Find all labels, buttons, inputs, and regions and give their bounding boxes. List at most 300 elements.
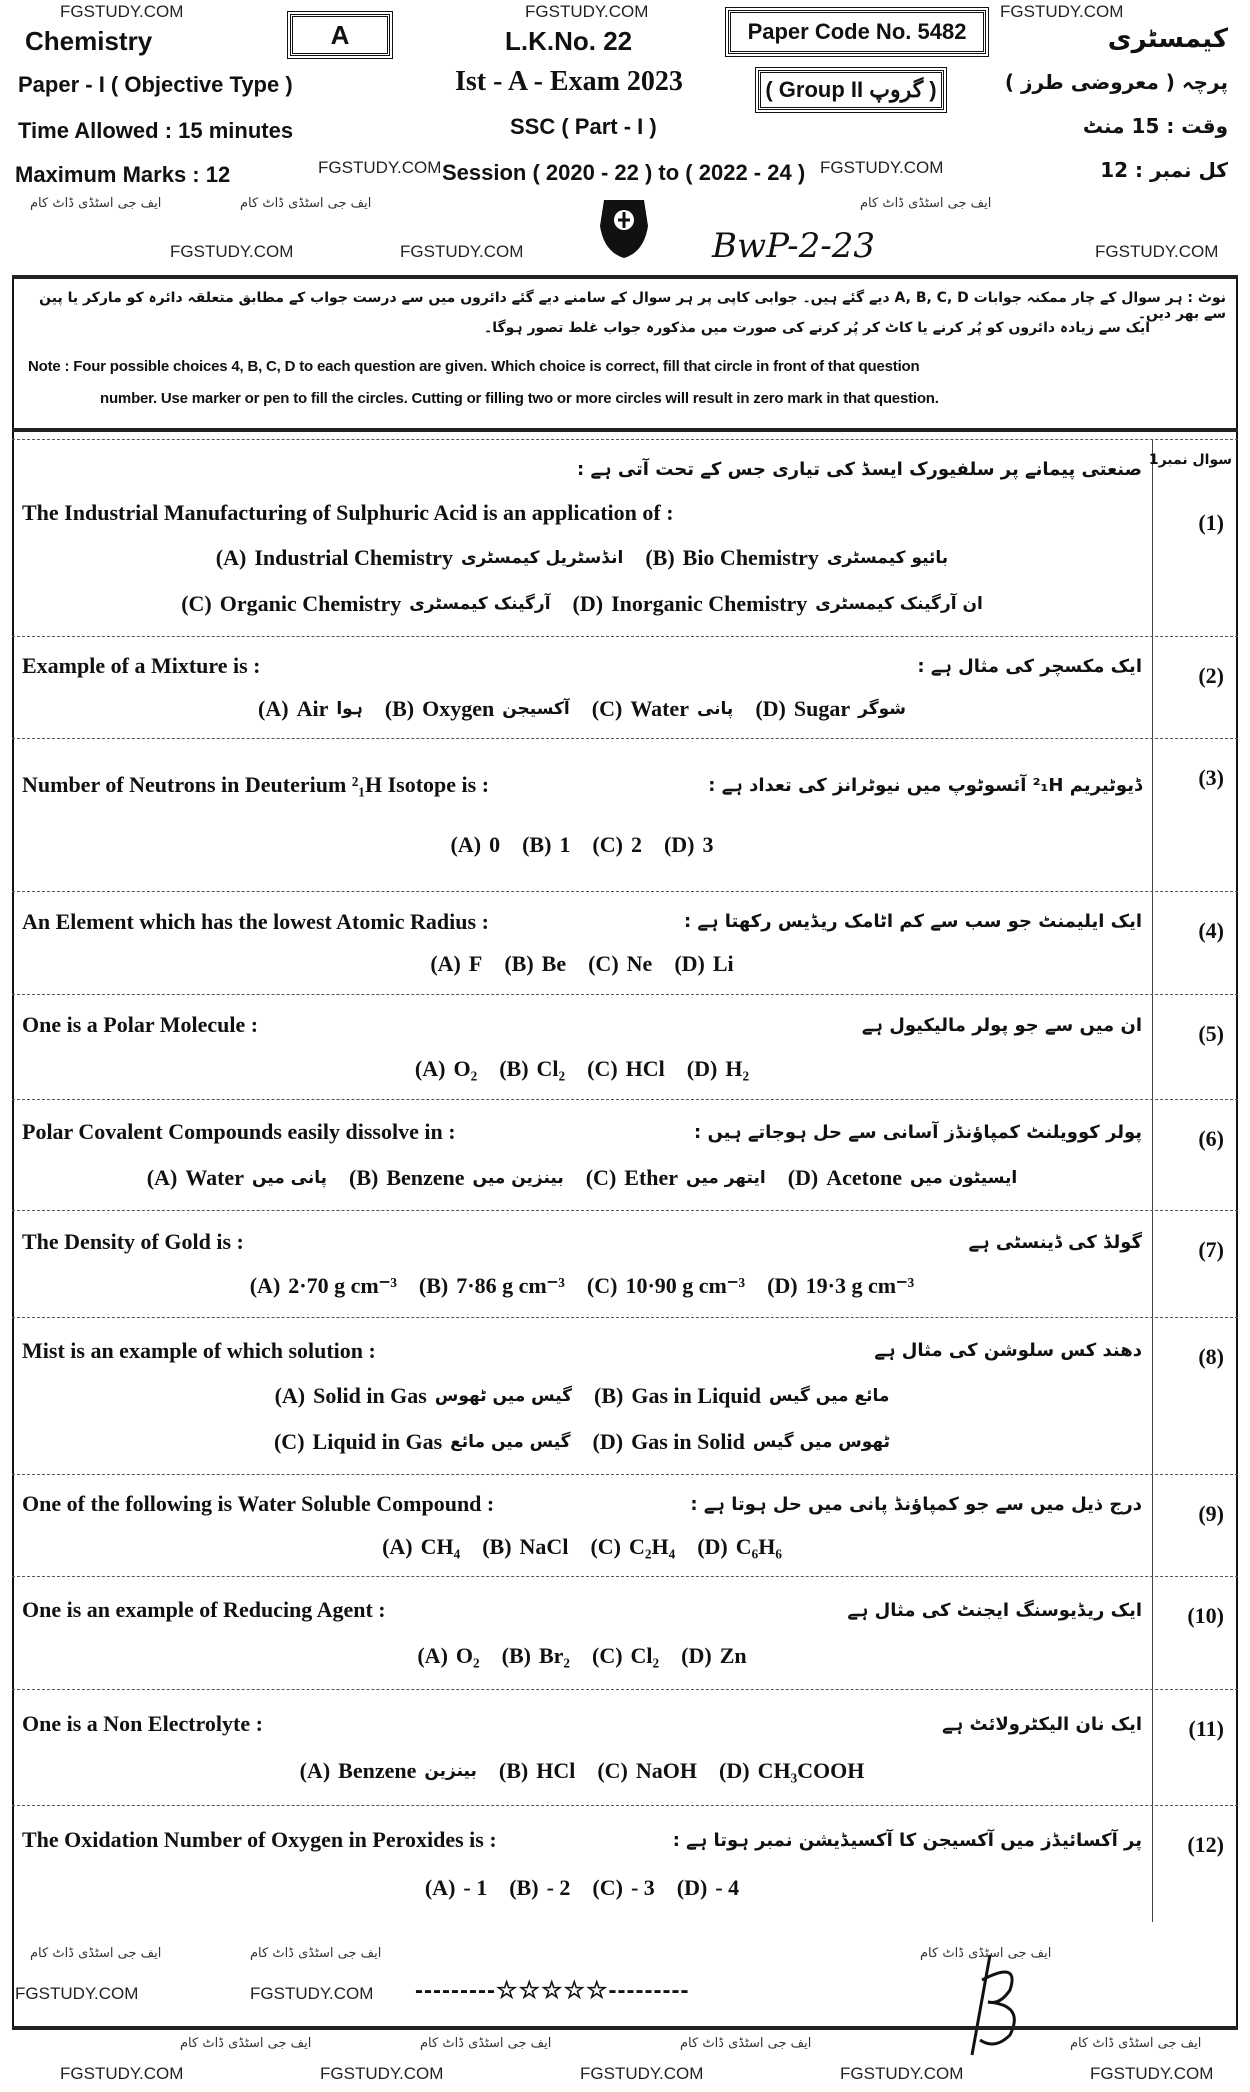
option-letter: (C) xyxy=(597,1758,628,1783)
option-b xyxy=(499,1056,565,1082)
option-text: 10·90 g cm⁻³ xyxy=(625,1273,746,1298)
note-urdu-line2: ایک سے زیادہ دائروں کو پُر کرنے یا کاٹ کر پُر کرنے کی صورت میں مذکورہ جواب غلط تصور ہوگا۔ xyxy=(484,320,1150,336)
option-c xyxy=(590,1534,675,1560)
option-text: Be xyxy=(541,951,567,977)
option-c xyxy=(587,1056,665,1082)
option-a xyxy=(258,696,363,722)
option-text-urdu: ایتھر میں xyxy=(686,1167,766,1188)
option-text: F xyxy=(468,951,483,977)
question-text-urdu: گولڈ کی ڈینسٹی ہے xyxy=(968,1231,1142,1253)
option-d xyxy=(674,951,733,977)
board-emblem-icon xyxy=(598,192,650,260)
options-line xyxy=(22,591,1142,617)
question-label-urdu: سوال نمبر1 xyxy=(1148,452,1232,468)
question-body xyxy=(22,440,1142,636)
option-b xyxy=(522,832,570,858)
question-number-column xyxy=(1152,739,1238,891)
question-number-column xyxy=(1152,1690,1238,1805)
question-number-column xyxy=(1152,995,1238,1099)
option-a xyxy=(417,1643,479,1669)
option-letter: (B) xyxy=(498,1758,529,1783)
question-text-urdu: ان میں سے جو پولر مالیکیول ہے xyxy=(861,1014,1142,1036)
option-text-urdu: گیس میں مائع xyxy=(450,1431,571,1452)
signature-icon xyxy=(960,1950,1030,2060)
watermark: FGSTUDY.COM xyxy=(15,1984,139,2003)
question-row xyxy=(12,738,1238,891)
option-text-urdu: گیس میں ٹھوس xyxy=(434,1386,573,1406)
divider xyxy=(12,428,1238,432)
option-letter: (B) xyxy=(384,695,415,721)
option-d xyxy=(755,696,906,722)
question-row xyxy=(12,1099,1238,1210)
option-letter: (A) xyxy=(430,951,461,977)
question-number: (12) xyxy=(1187,1832,1224,1857)
option-c xyxy=(597,1758,697,1784)
options-line xyxy=(22,1643,1142,1669)
option-letter: (B) xyxy=(482,1533,512,1559)
question-number: (2) xyxy=(1198,663,1224,688)
question-number: (4) xyxy=(1198,918,1224,943)
question-text-urdu: پر آکسائیڈز میں آکسیجن کا آکسیڈیشن نمبر ہوتا ہے : xyxy=(672,1829,1142,1851)
question-number: (10) xyxy=(1187,1603,1224,1628)
option-text: 1 xyxy=(559,831,571,857)
end-stars: ---------☆☆☆☆☆--------- xyxy=(415,1977,690,2004)
option-text-urdu: شوگر xyxy=(858,698,906,719)
watermark: FGSTUDY.COM xyxy=(580,2064,704,2083)
watermark-urdu: ایف جی اسٹڈی ڈاٹ کام xyxy=(30,1946,162,1961)
option-text-urdu: آرگینک کیمسٹری xyxy=(409,593,551,614)
question-text-urdu: ایک نان الیکٹرولائٹ ہے xyxy=(942,1713,1142,1735)
option-text: Ether xyxy=(624,1164,679,1190)
option-text: Liquid in Gas xyxy=(312,1428,443,1454)
option-letter: (D) xyxy=(681,1643,712,1668)
option-letter: (C) xyxy=(587,1055,618,1081)
option-letter: (C) xyxy=(588,951,619,977)
options-line xyxy=(22,1383,1142,1409)
option-c xyxy=(588,951,652,977)
option-text: 2 xyxy=(630,831,642,857)
question-body xyxy=(22,1211,1142,1317)
question-text-urdu: صنعتی پیمانے پر سلفیورک ایسڈ کی تیاری جس کے تحت آتی ہے : xyxy=(577,459,1142,481)
question-text-urdu: ڈیوٹیریم ²₁H آئسوٹوپ میں نیوٹرانز کی تعداد ہے : xyxy=(708,774,1142,796)
option-c xyxy=(586,1165,766,1191)
options-line xyxy=(22,1534,1142,1560)
option-letter: (A) xyxy=(146,1164,178,1190)
question-row xyxy=(12,994,1238,1099)
question-text-urdu: ایک مکسچر کی مثال ہے : xyxy=(917,655,1142,677)
question-text: One is an example of Reducing Agent : xyxy=(22,1597,386,1622)
option-letter: (D) xyxy=(686,1055,718,1081)
question-text: One is a Polar Molecule : xyxy=(22,1012,259,1038)
question-text-urdu: ایک ایلیمنٹ جو سب سے کم اٹامک ریڈیس رکھتا ہے : xyxy=(683,911,1142,933)
option-text: Gas in Solid xyxy=(631,1428,745,1454)
watermark-urdu: ایف جی اسٹڈی ڈاٹ کام xyxy=(860,196,992,211)
question-row xyxy=(12,1576,1238,1689)
option-text-urdu: ہوا xyxy=(336,699,363,720)
option-text: Solid in Gas xyxy=(313,1383,427,1408)
question-row xyxy=(12,1805,1238,1922)
paper-type-urdu: پرچہ ( معروضی طرز ) xyxy=(1004,70,1228,94)
option-c xyxy=(181,591,550,617)
question-line xyxy=(22,1338,1142,1364)
question-line xyxy=(22,1597,1142,1623)
option-letter: (B) xyxy=(501,1643,531,1668)
question-number: (9) xyxy=(1198,1501,1224,1526)
watermark: FGSTUDY.COM xyxy=(1000,2,1124,21)
question-number-column xyxy=(1152,1318,1238,1474)
question-number: (3) xyxy=(1198,765,1224,790)
option-text: 3 xyxy=(702,831,714,857)
option-text: 19·3 g cm⁻³ xyxy=(805,1273,915,1298)
option-text: Li xyxy=(712,951,734,977)
option-text: CH₄ xyxy=(420,1533,461,1559)
question-body xyxy=(22,1100,1142,1210)
option-letter: (D) xyxy=(787,1164,819,1190)
note-urdu-line1: نوٹ : ہر سوال کے چار ممکنہ جوابات A, B, C, D دیے گئے ہیں۔ جوابی کاپی پر ہر سوال کے سامنے دیے گئے دائروں میں سے درست جواب کے مطابق متعلقہ دائرہ کو مارکر یا پین سے بھر دیں۔ xyxy=(39,290,1226,322)
question-line xyxy=(22,1119,1142,1145)
paper-letter-box: A xyxy=(290,14,390,56)
option-text: HCl xyxy=(536,1758,576,1783)
session: Session ( 2020 - 22 ) to ( 2022 - 24 ) xyxy=(442,160,806,185)
option-letter: (D) xyxy=(663,831,695,857)
option-b xyxy=(349,1165,564,1191)
question-text-urdu: پولر کوویلنٹ کمپاؤنڈز آسانی سے حل ہوجاتے ہیں : xyxy=(694,1121,1142,1143)
question-text: Polar Covalent Compounds easily dissolve in : xyxy=(22,1119,456,1145)
option-text: 2·70 g cm⁻³ xyxy=(288,1273,397,1298)
paper-code-box: Paper Code No. 5482 xyxy=(728,10,986,54)
time-allowed: Time Allowed : 15 minutes xyxy=(18,118,294,143)
option-c xyxy=(587,1273,745,1299)
option-letter: (A) xyxy=(382,1533,413,1559)
watermark: FGSTUDY.COM xyxy=(60,2,184,21)
option-text: NaCl xyxy=(519,1533,569,1559)
question-body xyxy=(22,1690,1142,1805)
option-b xyxy=(502,1643,570,1669)
option-letter: (C) xyxy=(592,1874,623,1900)
option-letter: (D) xyxy=(676,1874,708,1900)
options-line xyxy=(22,1056,1142,1082)
question-number-column xyxy=(1152,1100,1238,1210)
question-text: The Industrial Manufacturing of Sulphuric Acid is an application of : xyxy=(22,499,674,525)
options-line xyxy=(22,951,1142,977)
option-text-urdu: ٹھوس میں گیس xyxy=(752,1431,890,1452)
option-letter: (A) xyxy=(450,831,482,857)
question-body xyxy=(22,995,1142,1099)
question-row xyxy=(12,1474,1238,1576)
option-letter: (D) xyxy=(674,951,705,977)
maximum-marks: Maximum Marks : 12 xyxy=(15,162,231,187)
option-a xyxy=(430,951,482,977)
question-number: (7) xyxy=(1198,1237,1224,1262)
option-text-urdu: انڈسٹریل کیمسٹری xyxy=(460,548,624,569)
question-text: The Density of Gold is : xyxy=(22,1229,244,1254)
subject-title-urdu: کیمسٹری xyxy=(1107,24,1228,54)
option-text-urdu: بائیو کیمسٹری xyxy=(826,548,949,569)
option-letter: (A) xyxy=(414,1055,446,1081)
watermark-urdu: ایف جی اسٹڈی ڈاٹ کام xyxy=(680,2036,812,2051)
option-letter: (B) xyxy=(645,545,675,571)
option-letter: (B) xyxy=(509,1874,539,1900)
option-text-urdu: مائع میں گیس xyxy=(769,1386,890,1406)
option-c xyxy=(274,1429,571,1455)
question-number: (6) xyxy=(1198,1126,1224,1151)
option-letter: (A) xyxy=(215,545,247,571)
option-d xyxy=(677,1875,739,1901)
option-text: NaOH xyxy=(635,1758,698,1783)
question-line xyxy=(22,1491,1142,1517)
option-text: Benzene xyxy=(386,1164,465,1190)
question-body xyxy=(22,739,1142,891)
question-body xyxy=(22,1475,1142,1576)
option-d xyxy=(687,1056,749,1082)
question-urdu-line xyxy=(22,459,1142,480)
option-letter: (C) xyxy=(590,1533,621,1559)
question-row xyxy=(12,1317,1238,1474)
watermark: FGSTUDY.COM xyxy=(60,2064,184,2083)
watermark: FGSTUDY.COM xyxy=(320,2064,444,2083)
option-text: O₂ xyxy=(455,1643,480,1668)
option-text: Ne xyxy=(626,951,653,977)
option-d xyxy=(681,1643,746,1669)
question-text: An Element which has the lowest Atomic Radius : xyxy=(22,908,489,934)
option-text-urdu: ایسیٹون میں xyxy=(909,1167,1018,1188)
option-text: O₂ xyxy=(453,1055,478,1081)
note-english-line2: number. Use marker or pen to fill the circles. Cutting or filling two or more circles will result in zero mark in that question. xyxy=(100,390,939,407)
option-c xyxy=(592,832,642,858)
option-text: Inorganic Chemistry xyxy=(611,590,808,616)
option-letter: (C) xyxy=(586,1273,618,1298)
question-number-column xyxy=(1152,1806,1238,1922)
option-letter: (B) xyxy=(522,831,552,857)
divider xyxy=(12,2026,1238,2030)
watermark-urdu: ایف جی اسٹڈی ڈاٹ کام xyxy=(240,196,372,211)
watermark-urdu: ایف جی اسٹڈی ڈاٹ کام xyxy=(180,2036,312,2051)
option-text: Acetone xyxy=(826,1164,902,1190)
question-row xyxy=(12,439,1238,636)
option-a xyxy=(250,1273,397,1299)
question-text: Number of Neutrons in Deuterium ²₁H Isotope is : xyxy=(22,772,490,798)
option-text: Br₂ xyxy=(538,1643,570,1668)
option-text-urdu: ان آرگینک کیمسٹری xyxy=(815,593,983,614)
watermark: FGSTUDY.COM xyxy=(820,158,944,177)
option-a xyxy=(147,1165,327,1191)
handwritten-code: BwP-2-23 xyxy=(712,226,875,266)
option-text: Benzene xyxy=(338,1758,417,1783)
option-text: Cl₂ xyxy=(630,1643,660,1668)
option-letter: (C) xyxy=(591,695,623,721)
option-c xyxy=(592,1643,659,1669)
option-letter: (B) xyxy=(349,1164,379,1190)
question-number: (5) xyxy=(1198,1021,1224,1046)
divider xyxy=(12,275,1238,279)
option-a xyxy=(425,1875,487,1901)
question-body xyxy=(22,892,1142,994)
option-a xyxy=(300,1758,477,1784)
watermark-urdu: ایف جی اسٹڈی ڈاٹ کام xyxy=(250,1946,382,1961)
subject-title: Chemistry xyxy=(25,26,153,56)
lk-number: L.K.No. 22 xyxy=(505,26,633,56)
options-line xyxy=(22,696,1142,722)
question-body xyxy=(22,1318,1142,1474)
question-number-column xyxy=(1152,637,1238,738)
option-text: C₆H₆ xyxy=(735,1533,782,1559)
group-box: ( Group II گروپ ) xyxy=(758,70,944,110)
question-row xyxy=(12,891,1238,994)
option-letter: (C) xyxy=(592,831,623,857)
watermark: FGSTUDY.COM xyxy=(525,2,649,21)
option-text: - 1 xyxy=(463,1874,488,1900)
option-d xyxy=(593,1429,890,1455)
option-text: Water xyxy=(630,695,689,721)
option-text-urdu: بینزین میں xyxy=(472,1167,564,1188)
question-text: Mist is an example of which solution : xyxy=(22,1337,376,1363)
option-a xyxy=(382,1534,460,1560)
option-text: HCl xyxy=(625,1055,665,1081)
watermark: FGSTUDY.COM xyxy=(250,1984,374,2003)
option-b xyxy=(482,1534,568,1560)
option-letter: (D) xyxy=(767,1273,798,1298)
options-line xyxy=(22,1165,1142,1191)
option-text: Water xyxy=(185,1164,244,1190)
question-body xyxy=(22,637,1142,738)
option-text: - 3 xyxy=(630,1874,655,1900)
option-text: 0 xyxy=(489,831,501,857)
exam-title: Ist - A - Exam 2023 xyxy=(455,66,683,97)
option-letter: (A) xyxy=(299,1758,331,1783)
option-d xyxy=(788,1165,1018,1191)
question-text: The Oxidation Number of Oxygen in Peroxides is : xyxy=(22,1827,497,1853)
question-text-urdu: ایک ریڈیوسنگ ایجنٹ کی مثال ہے xyxy=(847,1599,1142,1621)
question-number-column xyxy=(1152,1577,1238,1689)
option-d xyxy=(664,832,714,858)
question-number: (1) xyxy=(1198,510,1224,535)
time-allowed-urdu: وقت : 15 منٹ xyxy=(1082,114,1228,138)
option-a xyxy=(451,832,501,858)
watermark: FGSTUDY.COM xyxy=(170,242,294,261)
option-text: H₂ xyxy=(725,1055,750,1081)
option-text: Air xyxy=(296,695,329,721)
question-line xyxy=(22,653,1142,679)
option-c xyxy=(592,696,734,722)
question-number-column xyxy=(1152,892,1238,994)
option-text: - 4 xyxy=(715,1874,740,1900)
question-number-column xyxy=(1152,1475,1238,1576)
watermark-urdu: ایف جی اسٹڈی ڈاٹ کام xyxy=(1070,2036,1202,2051)
question-text: One is a Non Electrolyte : xyxy=(22,1711,263,1736)
note-english-line1: Note : Four possible choices 4, B, C, D to each question are given. Which choice is correct, fill that circle in front of that question xyxy=(28,358,920,375)
options-line xyxy=(22,1758,1142,1784)
options-line xyxy=(22,1875,1142,1901)
question-line xyxy=(22,500,1142,526)
watermark: FGSTUDY.COM xyxy=(400,242,524,261)
options-line xyxy=(22,1273,1142,1299)
question-row xyxy=(12,1210,1238,1317)
option-text: Gas in Liquid xyxy=(631,1383,762,1408)
question-number: (11) xyxy=(1188,1716,1224,1741)
option-b xyxy=(419,1273,565,1299)
question-text: Example of a Mixture is : xyxy=(22,653,261,679)
option-a xyxy=(275,1383,572,1409)
options-line xyxy=(22,545,1142,571)
option-letter: (C) xyxy=(273,1428,305,1454)
question-line xyxy=(22,1229,1142,1255)
option-d xyxy=(697,1534,782,1560)
watermark-urdu: ایف جی اسٹڈی ڈاٹ کام xyxy=(420,2036,552,2051)
option-text: Organic Chemistry xyxy=(219,590,402,616)
option-b xyxy=(499,1758,575,1784)
option-text: Sugar xyxy=(793,695,851,721)
class-label: SSC ( Part - I ) xyxy=(510,114,657,139)
question-number: (8) xyxy=(1198,1344,1224,1369)
option-letter: (A) xyxy=(274,1383,306,1408)
option-letter: (B) xyxy=(504,951,534,977)
option-letter: (D) xyxy=(572,590,604,616)
option-letter: (A) xyxy=(249,1273,281,1298)
option-letter: (D) xyxy=(719,1758,750,1783)
watermark-urdu: ایف جی اسٹڈی ڈاٹ کام xyxy=(30,196,162,211)
question-text-urdu: درج ذیل میں سے جو کمپاؤنڈ پانی میں حل ہوتا ہے : xyxy=(690,1493,1142,1515)
option-text-urdu: آکسیجن xyxy=(502,698,570,719)
option-d xyxy=(719,1758,864,1784)
question-line xyxy=(22,1012,1142,1038)
option-a xyxy=(216,545,624,571)
option-b xyxy=(645,545,948,571)
option-c xyxy=(592,1875,654,1901)
option-text-urdu: بینزین xyxy=(424,1761,477,1781)
question-line xyxy=(22,772,1142,798)
option-b xyxy=(594,1383,889,1409)
watermark: FGSTUDY.COM xyxy=(1095,242,1219,261)
option-text: Oxygen xyxy=(422,695,495,721)
options-line xyxy=(22,832,1142,858)
option-letter: (D) xyxy=(755,695,786,721)
question-number-column xyxy=(1152,1211,1238,1317)
option-letter: (C) xyxy=(592,1643,623,1668)
option-letter: (B) xyxy=(594,1383,624,1408)
option-letter: (C) xyxy=(585,1164,617,1190)
option-letter: (B) xyxy=(418,1273,449,1298)
option-letter: (A) xyxy=(424,1874,456,1900)
option-b xyxy=(509,1875,570,1901)
option-text-urdu: پانی میں xyxy=(251,1167,327,1188)
watermark: FGSTUDY.COM xyxy=(1090,2064,1214,2083)
watermark: FGSTUDY.COM xyxy=(318,158,442,177)
option-text: Zn xyxy=(719,1643,747,1668)
watermark-urdu: ایف جی اسٹڈی ڈاٹ کام xyxy=(920,1946,1052,1961)
question-text-urdu: دھند کس سلوشن کی مثال ہے xyxy=(874,1340,1142,1361)
option-d xyxy=(767,1273,914,1299)
question-line xyxy=(22,1827,1142,1853)
question-row xyxy=(12,636,1238,738)
option-letter: (D) xyxy=(592,1428,624,1454)
paper-type: Paper - I ( Objective Type ) xyxy=(18,72,293,97)
option-text: Bio Chemistry xyxy=(682,545,819,571)
question-body xyxy=(22,1806,1142,1922)
question-body xyxy=(22,1577,1142,1689)
option-letter: (C) xyxy=(181,590,212,616)
option-text: C₂H₄ xyxy=(628,1533,676,1559)
option-letter: (D) xyxy=(697,1533,728,1559)
option-text: 7·86 g cm⁻³ xyxy=(456,1273,565,1298)
option-d xyxy=(573,591,983,617)
watermark: FGSTUDY.COM xyxy=(840,2064,964,2083)
option-text: CH₃COOH xyxy=(757,1758,865,1783)
question-number-column xyxy=(1148,440,1238,636)
option-a xyxy=(415,1056,477,1082)
option-letter: (B) xyxy=(499,1055,529,1081)
options-line xyxy=(22,1429,1142,1455)
question-text: One of the following is Water Soluble Compound : xyxy=(22,1491,495,1517)
